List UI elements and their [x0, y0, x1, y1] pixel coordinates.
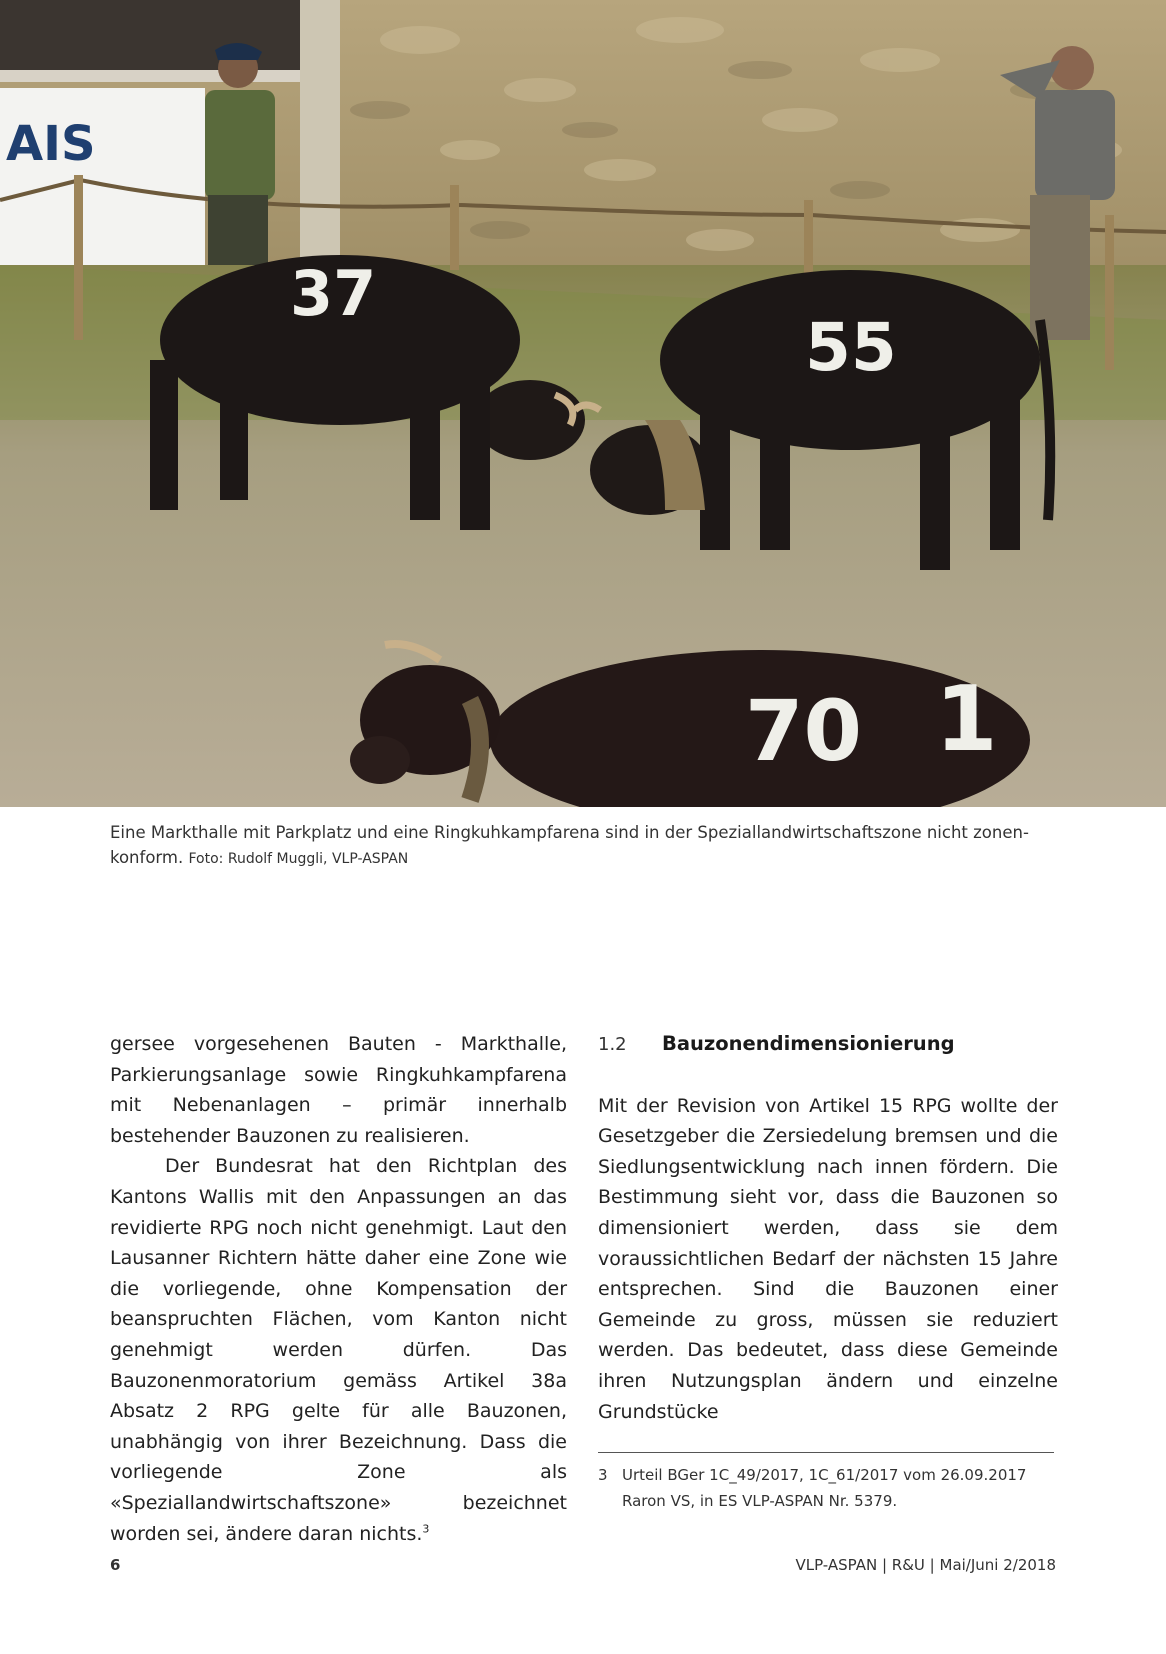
page-number: 6	[110, 1556, 121, 1574]
left-paragraph-2: Der Bundesrat hat den Richtplan des Kantons Wallis mit den Anpassungen an das revidierte RPG noch nicht genehmigt. Laut den Lausanner Richtern hätte daher eine Zone wie die vorliegende, ohne Kompensation der beanspruchten Flächen, vom Kanton nicht genehmigt werden dürfen. Das Bauzonenmoratorium gemäss Artikel 38a Absatz 2 RPG gelte für alle Bauzonen, unabhängig von ihrer Bezeichnung. Dass die vorliegende Zone als «Speziallandwirtschaftszone» bezeichnet worden sei, ändere daran nichts.$^3$	[110, 1155, 567, 1545]
banner-text: AIS	[6, 116, 96, 172]
footnote-text: Urteil BGer 1C_49/2017, 1C_61/2017 vom 26.09.2017 Raron VS, in ES VLP-ASPAN Nr. 5379.	[622, 1466, 1027, 1510]
figure-caption	[110, 820, 1070, 872]
photo-credit: Foto: Rudolf Muggli, VLP-ASPAN	[188, 851, 409, 867]
footnote-number: 3	[598, 1466, 608, 1484]
cow-number-1: 1	[935, 667, 998, 772]
footnote-divider	[598, 1452, 1054, 1453]
footnote	[598, 1462, 1058, 1514]
publication-info: VLP-ASPAN | R&U | Mai/Juni 2/2018	[795, 1556, 1056, 1574]
section-number: 1.2	[598, 1034, 627, 1055]
right-paragraph-1: Mit der Revision von Artikel 15 RPG wollte der Gesetzgeber die Zersiedelung bremsen und die Siedlungsentwicklung nach innen fördern. Die Bestimmung sieht vor, dass die Bauzonen so dimensioniert werden, dass sie dem voraussichtlichen Bedarf der nächsten 15 Jahre entsprechen. Sind die Bauzonen einer Gemeinde zu gross, müssen sie reduziert werden. Das bedeutet, dass diese Gemeinde ihren Nutzungsplan ändern und einzelne Grundstücke	[598, 1094, 1058, 1423]
left-paragraph-1: gersee vorgesehenen Bauten - Markthalle, Parkierungsanlage sowie Ringkuhkampfarena mit Nebenanlagen – primär innerhalb bestehender Bauzonen zu realisieren.	[110, 1033, 567, 1147]
right-column	[598, 1029, 1058, 1427]
section-heading	[598, 1029, 1058, 1061]
left-column	[110, 1029, 567, 1549]
section-title: Bauzonendimensionierung	[662, 1032, 955, 1055]
cow-number-37: 37	[290, 257, 377, 330]
cow-number-55: 55	[805, 309, 897, 386]
cow-number-70: 70	[745, 682, 862, 780]
cow-fight-photo	[0, 0, 1166, 807]
caption-text: Eine Markthalle mit Parkplatz und eine Ringkuhkampfarena sind in der Speziallandwirtschaftszone nicht zonenkonform.	[110, 823, 1029, 867]
footnote-reference[interactable]: 3	[422, 1522, 430, 1536]
